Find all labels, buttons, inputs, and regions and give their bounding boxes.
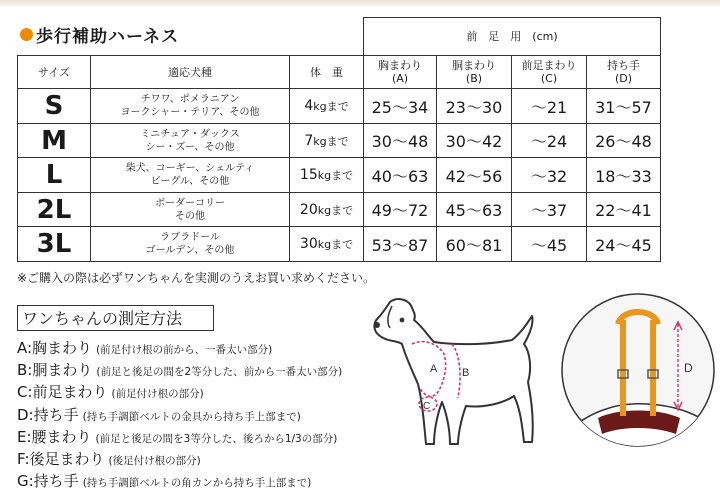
handle-cell: 26〜48 <box>587 124 661 158</box>
dog-measure-diagram <box>362 292 552 492</box>
size-cell: S <box>18 89 91 124</box>
breed-cell: ラブラドール ゴールデン、その他 <box>91 227 290 262</box>
frontleg-cell: 〜45 <box>512 227 587 262</box>
table-row <box>18 158 661 193</box>
purchase-note: ※ご購入の際は必ずワンちゃんを実測のうえお買い求めください。 <box>17 271 376 285</box>
chest-cell: 49〜72 <box>364 193 437 227</box>
list-item: D:持ち手 (持ち手調節ベルトの金具から持ち手上部まで) <box>17 405 301 424</box>
top-band <box>0 0 720 6</box>
table-row <box>18 193 661 227</box>
torso-cell: 23〜30 <box>437 89 512 124</box>
header-row <box>18 56 661 89</box>
size-table <box>17 17 661 262</box>
chest-cell: 40〜63 <box>364 158 437 193</box>
table-row <box>18 227 661 262</box>
col-size: サイズ <box>18 56 91 89</box>
torso-cell: 30〜42 <box>437 124 512 158</box>
measure-list <box>17 337 342 492</box>
list-item: G:持ち手 (持ち手調節ベルトの角カンから持ち手上部まで) <box>17 472 312 491</box>
page-title: 歩行補助ハーネス <box>20 22 179 47</box>
handle-cell: 22〜41 <box>587 193 661 227</box>
frontleg-cell: 〜21 <box>512 89 587 124</box>
handle-strap-left <box>620 320 626 416</box>
size-cell: M <box>18 124 91 158</box>
weight-cell: 15kgまで <box>290 158 364 193</box>
size-cell: 3L <box>18 227 91 262</box>
breed-cell: ミニチュア・ダックス シー・ズー、その他 <box>91 124 290 158</box>
bullet-dot-icon <box>20 28 33 41</box>
breed-cell: チワワ、ポメラニアン ヨークシャー・テリア、その他 <box>91 89 290 124</box>
front-legs-header: 前 足 用 (cm) <box>364 18 661 56</box>
chest-cell: 53〜87 <box>364 227 437 262</box>
dog-outline <box>374 299 532 444</box>
weight-cell: 4kgまで <box>290 89 364 124</box>
list-item: A:胸まわり (前足付け根の前から、一番太い部分) <box>17 339 273 357</box>
label-c: C <box>423 401 431 412</box>
chest-cell: 30〜48 <box>364 124 437 158</box>
table-row <box>18 89 661 124</box>
dog-eye <box>400 318 405 323</box>
weight-cell: 7kgまで <box>290 124 364 158</box>
handle-strap-right <box>650 320 656 416</box>
list-item: F:後足まわり (後足付け根の部分) <box>17 449 201 468</box>
col-handle: 持ち手 (D) <box>587 56 661 89</box>
dog-nose <box>374 322 380 328</box>
col-chest: 胸まわり (A) <box>364 56 437 89</box>
weight-cell: 30kgまで <box>290 227 364 262</box>
col-weight: 体 重 <box>290 56 364 89</box>
torso-cell: 42〜56 <box>437 158 512 193</box>
label-d: D <box>684 361 693 375</box>
size-cell: L <box>18 158 91 193</box>
torso-cell: 60〜81 <box>437 227 512 262</box>
list-item: B:胴まわり (前足と後足の間を2等分した、前から一番太い部分) <box>17 361 343 380</box>
torso-cell: 45〜63 <box>437 193 512 227</box>
frontleg-cell: 〜32 <box>512 158 587 193</box>
measure-title: ワンちゃんの測定方法 <box>17 305 214 331</box>
col-breed: 適応犬種 <box>91 56 290 89</box>
label-a: A <box>430 363 438 375</box>
chest-cell: 25〜34 <box>364 89 437 124</box>
handle-cell: 31〜57 <box>587 89 661 124</box>
weight-cell: 20kgまで <box>290 193 364 227</box>
frontleg-cell: 〜37 <box>512 193 587 227</box>
handle-cell: 24〜45 <box>587 227 661 262</box>
list-item: C:前足まわり (前足付け根の部分) <box>17 383 204 402</box>
size-cell: 2L <box>18 193 91 227</box>
table-row <box>18 124 661 158</box>
col-frontleg: 前足まわり (C) <box>512 56 587 89</box>
handle-cell: 18〜33 <box>587 158 661 193</box>
breed-cell: ボーダーコリー その他 <box>91 193 290 227</box>
col-torso: 胴まわり (B) <box>437 56 512 89</box>
breed-cell: 柴犬、コーギー、シェルティ ビーグル、その他 <box>91 158 290 193</box>
list-item: E:腰まわり (前足と後足の間を3等分した、後ろから1/3の部分) <box>17 427 338 446</box>
label-b: B <box>462 367 470 379</box>
frontleg-cell: 〜24 <box>512 124 587 158</box>
harness-closeup-diagram <box>558 290 718 450</box>
